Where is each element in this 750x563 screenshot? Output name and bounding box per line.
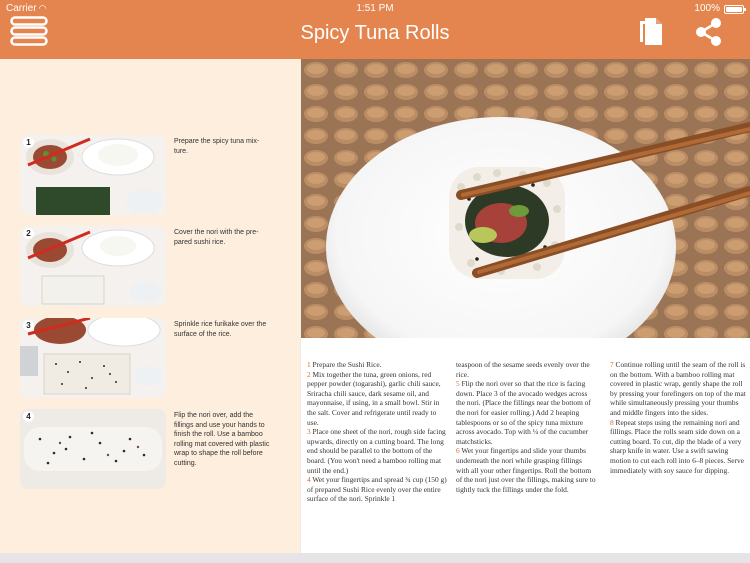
instruction-step: 8 Repeat steps using the remaining nori and fillings. Place the rolls seam side down on a cutting board. To cut, dip the blade of a very sharp knife in water. Use a swift sawing motion to cut each roll into 6–8 pieces. Serve immediately with soy sauce for dipping. — [610, 417, 745, 475]
status-time: 1:51 PM — [356, 3, 394, 14]
step-photo-roll — [20, 409, 166, 489]
pages-icon[interactable] — [637, 16, 665, 46]
step-number: 2 — [23, 228, 34, 239]
instruction-step: 1 Prepare the Sushi Rice. — [307, 360, 382, 369]
hero-photo — [301, 59, 750, 338]
step-number: 4 — [23, 411, 34, 422]
instruction-step: 4 Wet your fingertips and spread ¾ cup (150 g) of prepared Sushi Rice evenly over the entire surface of the nori. Sprinkle 1 — [307, 475, 447, 504]
instructions-column — [610, 360, 750, 475]
battery-percent: 100% — [694, 3, 720, 14]
instruction-step: 5 Flip the nori over so that the rice is facing down. Place 3 of the avocado wedges across the nori. (Place the fillings near the bottom of the nori for easier rolling.) Add 2 heaping tablespoons or so of the spicy tuna mixture across avocado. Top with ¼ of the cucumber matchsticks. — [456, 379, 591, 446]
step-number: 3 — [23, 320, 34, 331]
step-text: Sprinkle rice furikake over the surface of the rice. — [174, 321, 267, 338]
bottom-edge — [0, 553, 750, 563]
carrier-label: Carrier ◠ — [6, 3, 47, 14]
step-photo-tuna-mix — [20, 135, 166, 215]
instruction-step: 6 Wet your fingertips and slide your thumbs underneath the nori while grasping fillings with all your other fingertips. Roll the bottom of the nori just over the fillings, making sure to tightly tuck the fillings under the fold. — [456, 446, 596, 494]
step-photo-sprinkle-furikake — [20, 318, 166, 398]
instructions-column — [307, 360, 447, 504]
instruction-step: teaspoon of the sesame seeds evenly over the rice. — [456, 360, 590, 379]
instructions-area — [301, 338, 750, 553]
steps-panel — [0, 59, 300, 553]
share-icon[interactable] — [695, 17, 723, 47]
instruction-step: 7 Continue rolling until the seam of the roll is on the bottom. With a bamboo rolling mat covered in plastic wrap, gently shape the roll by pressing your forefingers on top of the mat while simultaneously pressing your thumbs and middle fingers into the sides. — [610, 360, 746, 417]
instruction-step: 2 Mix together the tuna, green onions, red pepper powder (togarashi), garlic chili sauce, Sriracha chili sauce, dark sesame oil, and mayonnaise, if using, in a small bowl. Stir in the salt. Cover and refrigerate until ready to use. — [307, 369, 441, 427]
instructions-column — [456, 360, 596, 494]
step-number: 1 — [23, 137, 34, 148]
step-text: Flip the nori over, add the fillings and use your hands to finish the roll. Use a bamboo rolling mat covered with plastic wrap to shape the roll before cutting. — [174, 412, 270, 467]
step-text: Cover the nori with the pre-pared sushi rice. — [174, 229, 259, 246]
battery-icon — [724, 5, 744, 14]
top-bar — [0, 0, 750, 59]
page-title: Spicy Tuna Rolls — [300, 22, 450, 44]
wifi-icon: ◠ — [38, 3, 47, 13]
status-bar — [0, 2, 750, 16]
step-photo-cover-nori — [20, 226, 166, 306]
instruction-step: 3 Place one sheet of the nori, rough side facing upwards, directly on a cutting board. The long end should be parallel to the bottom of the board. (You won't need a bamboo rolling mat until the end.) — [307, 427, 446, 475]
step-text: Prepare the spicy tuna mix-ture. — [174, 138, 260, 155]
